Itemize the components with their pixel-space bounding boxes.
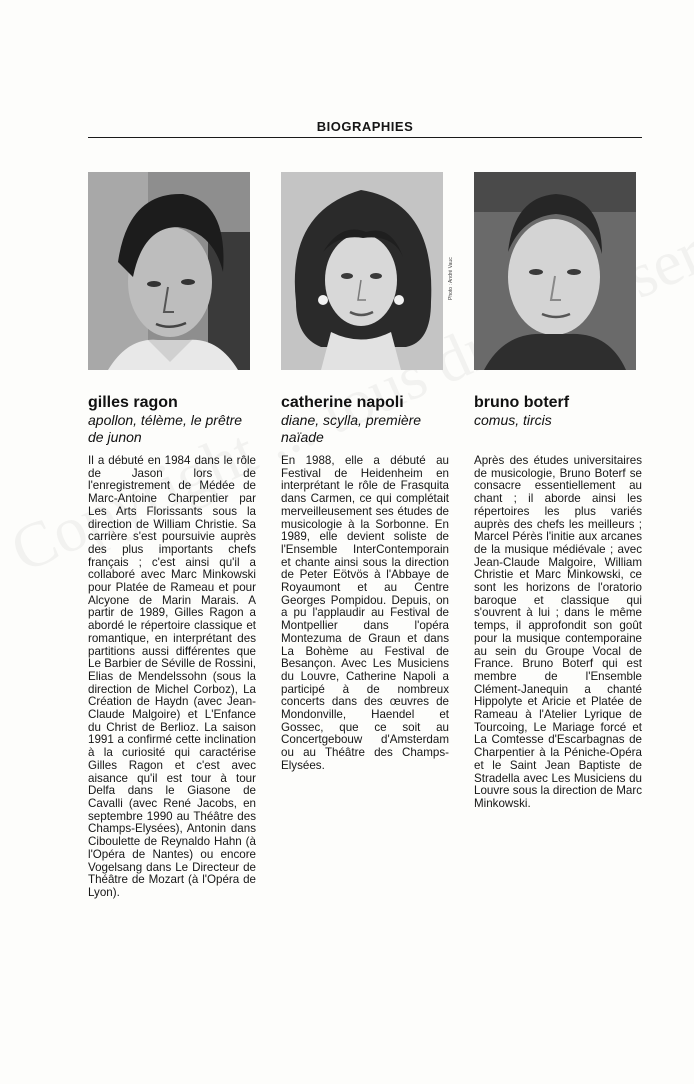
artist-column-napoli [281,172,451,773]
artist-column-boterf [474,172,644,811]
artist-biography: Après des études universitaires de musicologie, Bruno Boterf se consacre essentiellement au chant ; il aborde ainsi les répertoires les plus variés auprès des chefs les meilleurs ; Marcel Pérès l'initie aux arcanes de la musique médiévale ; avec Jean-Claude Malgoire, William Christie et Marc Minkowski, ce sont les horizons de l'oratorio baroque et classique qui s'ouvrent à lui ; dans le même temps, il approfondit son goût pour la musique contemporaine au sein du Groupe Vocal de France. Bruno Boterf qui est membre de l'Ensemble Clément-Janequin a chanté Hippolyte et Aricie et Platée de Rameau à l'Atelier Lyrique de Tourcoing, Le Mariage forcé et La Comtesse d'Escarbagnas de Charpentier à la Péniche-Opéra et le Saint Jean Baptiste de Stradella avec Les Musiciens du Louvre sous la direction de Marc Minkowski. [474,454,642,810]
portrait-man-short-hair [474,172,636,370]
artist-biography: Il a débuté en 1984 dans le rôle de Jason lors de l'enregistrement de Médée de Marc-Antoine Charpentier par Les Arts Florissants sous la direction de William Christie. Sa carrière s'est poursuivie auprès des plus importants chefs français ; c'est ainsi qu'il a collaboré avec Marc Minkowski pour Platée de Rameau et pour Alcyone de Marin Marais. A partir de 1989, Gilles Ragon a abordé le répertoire classique et romantique, en interprétant des partitions aussi différentes que Le Barbier de Séville de Rossini, Elias de Mendelssohn (sous la direction de Michel Corboz), La Création de Haydn (avec Jean-Claude Malgoire) et L'Enfance du Christ de Berlioz. La saison 1991 a confirmé cette inclination à la curiosité qui caractérise Gilles Ragon et c'est avec aisance qu'il est tour à tour Delfa dans le Giasone de Cavalli (avec René Jacobs, en septembre 1990 au Théâtre des Champs-Elysées), Antonin dans Ciboulette de Reynaldo Hahn (à l'Opéra de Nantes) ou encore Vogelsang dans Le Directeur de Théâtre de Mozart (à l'Opéra de Lyon). [88,454,256,899]
photo-credit: Photo : André Vauc [448,257,454,300]
artist-photo [88,172,250,370]
artist-roles: apollon, télème, le prêtre de junon [88,412,243,445]
artist-photo [474,172,636,370]
artist-roles: comus, tircis [474,412,552,428]
artist-column-ragon [88,172,258,900]
portrait-woman-curly-hair [281,172,443,370]
header-divider [88,137,642,138]
artist-roles: diane, scylla, première naïade [281,412,422,445]
artist-photo [281,172,443,370]
artist-name: bruno boterf [474,394,570,411]
portrait-man-dark-hair [88,172,250,370]
artist-name: gilles ragon [88,394,178,411]
page-title: BIOGRAPHIES [316,119,414,134]
artist-name: catherine napoli [281,394,404,411]
artist-biography: En 1988, elle a débuté au Festival de Heidenheim en interprétant le rôle de Frasquita dans Carmen, ce qui complétait merveilleusement ses études de musicologie à la Sorbonne. En 1989, elle devient soliste de l'Ensemble InterContemporain et chante ainsi sous la direction de Peter Eötvös à l'Abbaye de Royaumont et au Centre Georges Pompidou. Depuis, on a pu l'applaudir au Festival de Montpellier dans l'opéra Montezuma de Graun et dans La Bohème au Festival de Besançon. Avec Les Musiciens du Louvre, Catherine Napoli a participé à de nombreux concerts dans des œuvres de Mondonville, Haendel et Gossec, que ce soit au Concertgebouw d'Amsterdam ou au Théâtre des Champs-Elysées. [281,454,449,772]
